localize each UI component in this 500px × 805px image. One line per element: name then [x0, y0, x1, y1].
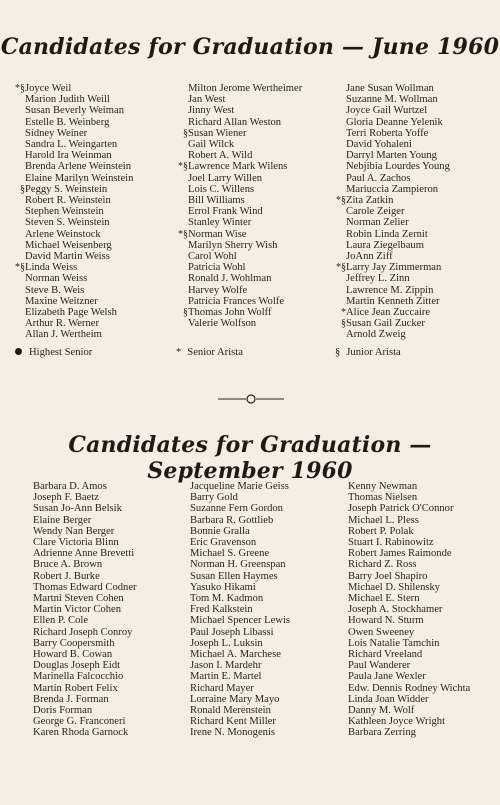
legend-highest-senior [15, 347, 92, 358]
june-candidate-name [15, 262, 133, 274]
june-candidate-name [346, 206, 450, 217]
september-candidate-name: Yasuko Hikami [190, 581, 256, 593]
candidate-name-text: Susan Gail Zucker [346, 318, 425, 330]
september-candidate-name: Danny M. Wolf [348, 705, 415, 717]
candidate-name-text: Sandra L. Weingarten [25, 139, 118, 151]
september-candidate-name: Linda Joan Widder [348, 693, 429, 705]
september-candidate-name: Doris Forman [33, 705, 93, 717]
september-candidate-name: Howard B. Cowan [33, 649, 113, 661]
june-heading: Candidates for Graduation — June 1960 [0, 34, 500, 60]
june-candidate-name [25, 173, 133, 184]
september-candidate-name: Barry Coopersmith [33, 637, 115, 649]
candidate-name-text: Lawrence Mark Wilens [188, 161, 288, 173]
june-candidate-name [336, 195, 450, 207]
candidate-name-text: Joyce Gail Wurtzel [346, 105, 428, 117]
june-candidate-name [188, 240, 302, 251]
candidate-name-text: Robert A. Wild [188, 150, 253, 162]
candidate-name-text: Jeffrey L. Zinn [346, 273, 410, 285]
candidate-name-text: Valerie Wolfson [188, 318, 257, 330]
candidate-name-text: Laura Ziegelbaum [346, 239, 424, 251]
candidate-name-text: Allan J. Wertheim [25, 329, 102, 341]
candidate-name-text: Terri Roberta Yoffe [346, 127, 429, 139]
september-candidate-name: Lois Natalie Tamchin [348, 637, 440, 649]
june-candidate-name [346, 94, 450, 105]
september-candidate-name: Thomas Nielsen [348, 492, 418, 504]
honor-marker: * [341, 307, 346, 319]
legend-junior-arista-label: Junior Arista [346, 347, 401, 358]
june-candidate-name [25, 229, 133, 240]
june-candidate-name [188, 251, 302, 262]
june-candidate-name [25, 195, 133, 206]
june-candidate-name [346, 83, 450, 94]
june-candidate-name [346, 161, 450, 172]
september-candidate-name: Adrienne Anne Brevetti [33, 548, 135, 560]
september-candidate-name: Edw. Dennis Rodney Wichta [348, 682, 471, 694]
candidate-name-text: David Martin Weiss [25, 251, 110, 263]
candidate-name-text: David Yohaleni [346, 139, 412, 151]
september-candidate-name: Ronald Merenstein [190, 705, 271, 717]
september-candidate-name: Michael S. Greene [190, 548, 270, 560]
september-candidate-name: Michael L. Pless [348, 514, 419, 526]
september-candidate-name: Irene N. Monogenis [190, 727, 276, 739]
june-candidate-name [20, 183, 133, 195]
june-candidate-name [188, 262, 302, 273]
june-candidate-name [188, 195, 302, 206]
honor-marker: *§ [336, 262, 346, 274]
june-candidate-name [188, 173, 302, 184]
candidate-name-text: Patricia Frances Wolfe [188, 295, 285, 307]
candidate-name-text: Arlene Weinstock [25, 228, 101, 240]
june-candidate-name [25, 217, 133, 228]
candidate-name-text: Elaine Marilyn Weinstein [25, 172, 134, 184]
september-candidate-name: Ellen P. Cole [33, 615, 89, 627]
september-candidate-name: Owen Sweeney [348, 626, 415, 638]
candidate-name-text: Ronald J. Wohlman [188, 273, 272, 285]
june-candidate-name [346, 285, 450, 296]
june-candidate-name [25, 150, 133, 161]
september-candidate-name: Paula Jane Wexler [348, 671, 426, 683]
september-candidate-name: Martin E. Martel [190, 671, 262, 683]
honor-marker: § [20, 183, 25, 195]
candidate-name-text: Bill Williams [188, 195, 245, 207]
september-candidate-name: Susan Ellen Haymes [190, 570, 278, 582]
candidate-name-text: Zita Zatkin [346, 195, 394, 207]
candidate-name-text: Thomas John Wolff [188, 307, 272, 319]
june-candidate-name [25, 307, 133, 318]
candidate-name-text: Marion Judith Weill [25, 94, 110, 106]
candidate-name-text: Lawrence M. Zippin [346, 284, 434, 296]
september-candidate-name: Douglas Joseph Eidt [33, 660, 121, 672]
june-candidate-name [346, 150, 450, 161]
candidate-name-text: Robin Linda Zernit [346, 228, 428, 240]
candidate-name-text: Peggy S. Weinstein [25, 183, 108, 195]
candidate-name-text: Marilyn Sherry Wish [188, 239, 278, 251]
june-candidate-name [25, 105, 133, 116]
senior-arista-asterisk-icon: * [176, 347, 182, 358]
september-candidate-name: Robert J. Burke [33, 570, 100, 582]
legend-senior-arista-label: Senior Arista [187, 347, 243, 358]
june-column-3 [336, 83, 450, 341]
september-candidate-name: Joseph L. Luksin [190, 637, 263, 649]
september-candidate-name: Fred Kalkstein [190, 604, 253, 616]
september-candidate-name: Kenny Newman [348, 481, 418, 492]
june-candidate-name [188, 206, 302, 217]
candidate-name-text: Steve B. Weis [25, 284, 85, 296]
september-candidate-name: Lorraine Mary Mayo [190, 693, 280, 705]
june-candidate-name [25, 128, 133, 139]
june-candidate-name [25, 206, 133, 217]
candidate-name-text: Carole Zeiger [346, 206, 405, 218]
june-candidate-name [346, 139, 450, 150]
june-candidate-name [188, 117, 302, 128]
september-candidate-name: Richard Kent Miller [190, 716, 276, 728]
september-candidate-name: Wendy Nan Berger [33, 525, 115, 537]
september-candidate-name: George G. Franconeri [33, 716, 126, 728]
candidate-name-text: Alice Jean Zuccaire [346, 307, 431, 319]
candidate-name-text: Susan Wiener [188, 127, 247, 139]
june-candidate-name [346, 105, 450, 116]
september-column-2 [190, 481, 290, 739]
candidate-name-text: Martin Kenneth Zitter [346, 295, 440, 307]
june-candidate-name [188, 285, 302, 296]
candidate-name-text: Mariuccia Zampieron [346, 183, 439, 195]
september-column-3 [348, 481, 470, 739]
june-candidate-name [346, 128, 450, 139]
junior-arista-section-icon: § [335, 347, 341, 358]
candidate-name-text: Norman Wise [188, 228, 247, 240]
june-candidate-name [25, 296, 133, 307]
candidate-name-text: Michael Weisenberg [25, 239, 112, 251]
june-candidate-name [188, 150, 302, 161]
candidate-name-text: Paul A. Zachos [346, 172, 411, 184]
candidate-name-text: Jan West [188, 94, 226, 106]
candidate-name-text: Jinny West [188, 105, 235, 117]
september-candidate-name: Brenda J. Forman [33, 693, 109, 705]
candidate-name-text: Jane Susan Wollman [346, 83, 434, 94]
candidate-name-text: JoAnn Ziff [346, 251, 393, 263]
september-candidate-name: Michael E. Stern [348, 593, 420, 605]
june-candidate-name [346, 184, 450, 195]
september-candidate-name: Marinella Falcocchio [33, 671, 124, 683]
june-candidate-name [346, 173, 450, 184]
june-candidate-name [188, 105, 302, 116]
candidate-name-text: Susan Beverly Weiman [25, 105, 124, 117]
ornamental-divider-icon [218, 393, 284, 405]
legend-junior-arista [335, 347, 401, 358]
june-candidate-name [346, 217, 450, 228]
september-candidate-name: Martin Victor Cohen [33, 604, 122, 616]
september-candidate-name: Robert James Raimonde [348, 548, 452, 560]
candidate-name-text: Steven S. Weinstein [25, 217, 110, 229]
honor-marker: *§ [178, 161, 188, 173]
june-candidate-name [346, 117, 450, 128]
september-candidate-name: Richard Z. Ross [348, 559, 417, 571]
june-candidate-name [346, 229, 450, 240]
honor-marker: *§ [15, 83, 25, 94]
june-candidate-name [188, 318, 302, 329]
candidate-name-text: Lois C. Willens [188, 183, 255, 195]
september-candidate-name: Michael Spencer Lewis [190, 615, 291, 627]
june-candidate-name [178, 161, 302, 173]
september-candidate-name: Martni Steven Cohen [33, 593, 124, 605]
june-candidate-name [25, 251, 133, 262]
candidate-name-text: Stanley Winter [188, 217, 252, 229]
candidate-name-text: Harvey Wolfe [188, 284, 248, 296]
june-candidate-name [25, 273, 133, 284]
june-candidate-name [25, 285, 133, 296]
june-candidate-name [25, 318, 133, 329]
candidate-name-text: Arthur R. Werner [25, 318, 99, 330]
candidate-name-text: Gail Wilck [188, 139, 235, 151]
september-candidate-name: Richard Mayer [190, 682, 254, 694]
candidate-name-text: Joyce Weil [25, 83, 72, 94]
candidate-name-text: Larry Jay Zimmerman [346, 262, 442, 274]
honor-marker: § [183, 307, 188, 319]
june-candidate-name [188, 296, 302, 307]
june-candidate-name [188, 94, 302, 105]
candidate-name-text: Estelle B. Weinberg [25, 116, 110, 128]
june-candidate-name [188, 217, 302, 228]
honor-marker: § [183, 127, 188, 139]
september-candidate-name: Michael A. Marchese [190, 649, 281, 661]
september-candidate-name: Eric Gravenson [190, 537, 257, 549]
september-candidate-name: Richard Joseph Conroy [33, 626, 133, 638]
september-candidate-name: Norman H. Greenspan [190, 559, 286, 571]
candidate-name-text: Stephen Weinstein [25, 206, 104, 218]
september-candidate-name: Stuart I. Rabinowitz [348, 537, 434, 549]
september-candidate-name: Barry Joel Shapiro [348, 570, 428, 582]
june-candidate-name [346, 296, 450, 307]
candidate-name-text: Patricia Wohl [188, 262, 246, 274]
candidate-name-text: Linda Weiss [25, 262, 78, 274]
candidate-name-text: Gloria Deanne Yelenik [346, 116, 443, 128]
september-candidate-name: Barbara R. Gottlieb [190, 514, 274, 526]
candidate-name-text: Errol Frank Wind [188, 206, 263, 218]
june-candidate-name [188, 139, 302, 150]
june-candidate-name [25, 94, 133, 105]
legend-highest-senior-label: Highest Senior [29, 347, 93, 358]
june-candidate-name [25, 139, 133, 150]
june-candidate-name [183, 127, 302, 139]
september-candidate-name: Bruce A. Brown [33, 559, 103, 571]
candidate-name-text: Suzanne M. Wollman [346, 94, 438, 106]
september-candidate-name: Thomas Edward Codner [33, 581, 137, 593]
september-candidate-name: Joseph F. Baetz [33, 492, 99, 504]
september-candidate-name: Robert P. Polak [348, 525, 414, 537]
september-candidate-name: Joseph Patrick O'Connor [348, 503, 454, 515]
june-candidate-name [341, 318, 450, 330]
candidate-name-text: Joel Larry Willen [188, 172, 263, 184]
june-candidate-name [25, 240, 133, 251]
september-candidate-name: Barbara Zerring [348, 727, 416, 739]
candidate-name-text: Nebjibia Lourdes Young [346, 161, 450, 173]
september-candidate-name: Paul Wanderer [348, 660, 411, 672]
september-candidate-name: Martin Robert Felix [33, 682, 118, 694]
september-candidate-name: Suzanne Fern Gordon [190, 503, 283, 515]
candidate-name-text: Richard Allan Weston [188, 116, 282, 128]
candidate-name-text: Arnold Zweig [346, 329, 406, 341]
june-candidate-name [183, 307, 302, 319]
june-column-2 [178, 83, 303, 330]
september-heading: Candidates for Graduation — September 1960 [68, 432, 432, 484]
june-candidate-name [346, 273, 450, 284]
june-candidate-name [346, 240, 450, 251]
june-candidate-name [336, 262, 450, 274]
candidate-name-text: Maxine Weitzner [25, 295, 98, 307]
candidate-name-text: Brenda Arlene Weinstein [25, 161, 132, 173]
september-candidate-name: Tom M. Kadmon [190, 593, 264, 605]
candidate-name-text: Norman Weiss [25, 273, 88, 285]
september-candidate-name: Jason I. Mardehr [190, 660, 262, 672]
candidate-name-text: Darryl Marten Young [346, 150, 437, 162]
candidate-name-text: Harold Ira Weinman [25, 150, 112, 162]
september-candidate-name: Michael D. Shilensky [348, 581, 441, 593]
september-candidate-name: Paul Joseph Libassi [190, 626, 274, 638]
candidate-name-text: Sidney Weiner [25, 127, 88, 139]
june-candidate-name [25, 329, 133, 340]
june-column-1 [15, 83, 134, 341]
june-candidate-name [188, 273, 302, 284]
june-candidate-name [15, 83, 133, 94]
september-candidate-name: Joseph A. Stockhamer [348, 604, 443, 616]
candidate-name-text: Robert R. Weinstein [25, 195, 111, 207]
september-candidate-name: Kathleen Joyce Wright [348, 716, 446, 728]
candidate-name-text: Elizabeth Page Welsh [25, 307, 117, 319]
candidate-name-text: Norman Zelier [346, 217, 409, 229]
june-candidate-name [188, 83, 302, 94]
september-candidate-name: Karen Rhoda Garnock [33, 727, 129, 739]
honor-marker: *§ [15, 262, 25, 274]
honor-marker: *§ [336, 195, 346, 207]
september-candidate-name: Elaine Berger [33, 514, 92, 526]
june-candidate-name [178, 228, 302, 240]
september-candidate-name: Barry Gold [190, 492, 238, 504]
june-candidate-name [346, 251, 450, 262]
honor-marker: § [341, 318, 346, 330]
june-candidate-name [188, 184, 302, 195]
candidate-name-text: Carol Wohl [188, 251, 237, 263]
september-candidate-name: Clare Victoria Blinn [33, 537, 119, 549]
honor-marker: *§ [178, 228, 188, 240]
september-candidate-name: Susan Jo-Ann Belsik [33, 503, 122, 515]
september-candidate-name: Barbara D. Amos [33, 481, 107, 492]
september-candidate-name: Howard N. Sturm [348, 615, 424, 627]
september-candidate-name: Jacqueline Marie Geiss [190, 481, 289, 492]
legend-senior-arista [176, 347, 243, 358]
september-candidate-name: Bonnie Gralla [190, 525, 250, 537]
september-candidate-name: Richard Vreeland [348, 649, 423, 661]
candidate-name-text: Milton Jerome Wertheimer [188, 83, 303, 94]
june-candidate-name [341, 307, 450, 319]
june-candidate-name [25, 117, 133, 128]
june-candidate-name [346, 329, 450, 340]
june-candidate-name [25, 161, 133, 172]
highest-senior-dot-icon [15, 348, 22, 355]
september-column-1 [33, 481, 137, 739]
